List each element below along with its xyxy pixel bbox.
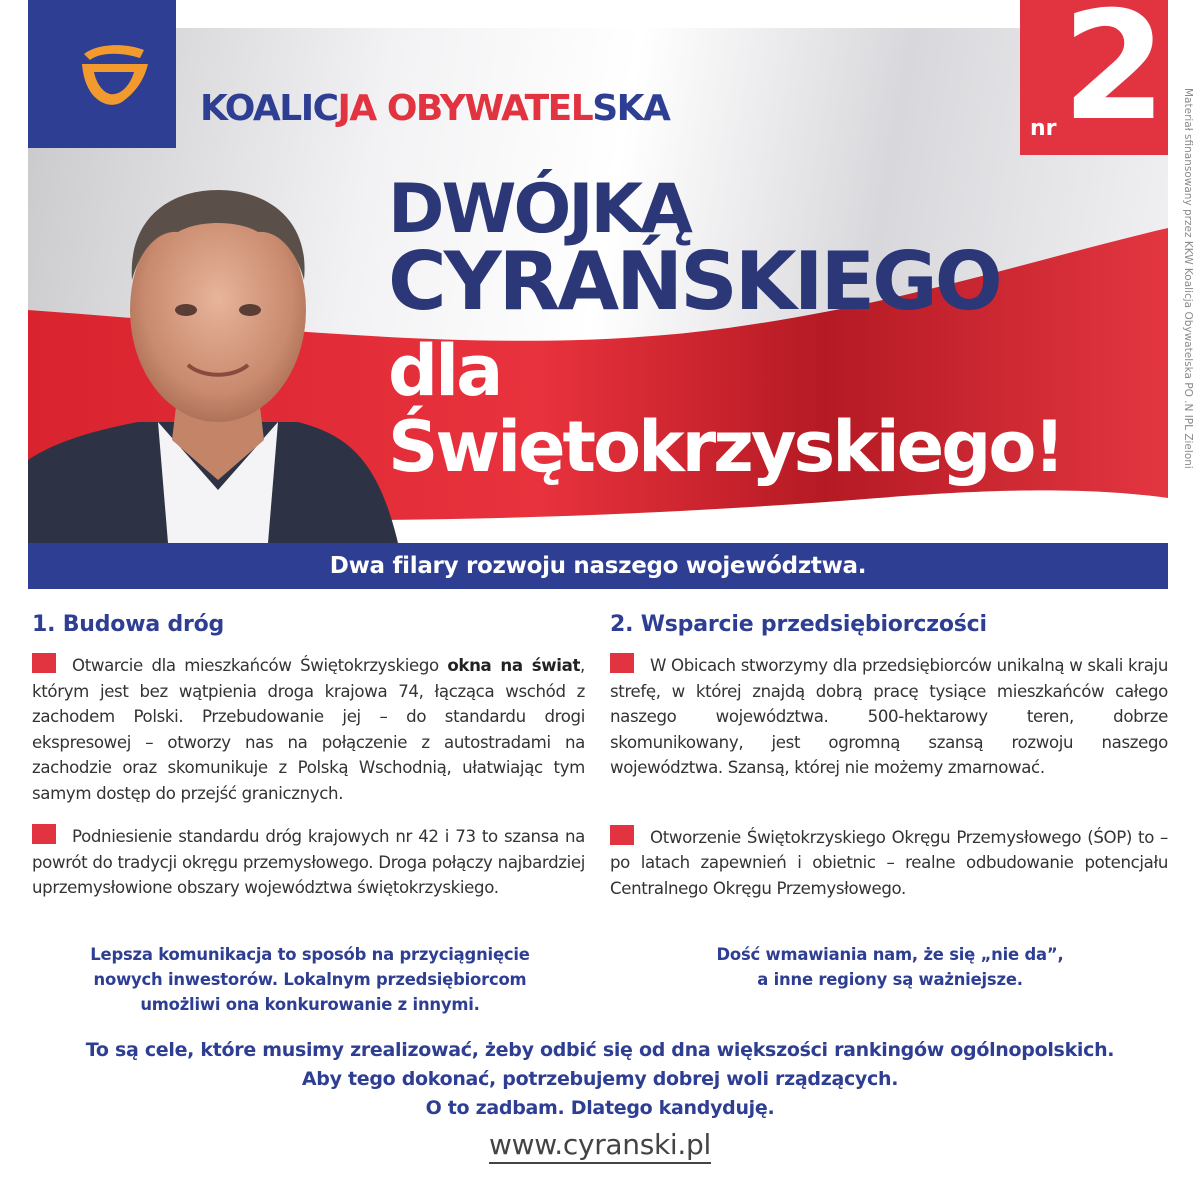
headline: [388, 170, 1063, 488]
closing-line-1: To są cele, które musimy zrealizować, żeby odbić się od dna większości rankingów ogólnopolskich.: [85, 1039, 1115, 1061]
headline-line-2: CYRAŃSKIEGO: [388, 235, 1000, 328]
candidate-portrait: [28, 160, 408, 543]
party-name: KOALICJA OBYWATELSKA: [200, 88, 670, 129]
candidate-photo: [28, 160, 408, 543]
section-title-roads: 1. Budowa dróg: [32, 612, 225, 637]
paragraph-business-1: W Obicach stworzymy dla przedsiębiorców unikalną w skali kraju strefę, w której znajdą dobrą pracę tysiące mieszkańców całego naszego województwa. 500-hektarowy teren, dobrze skomunikowany, jest ogromną szansą rozwoju naszego województwa. Szansą, której nie możemy zmarnować.: [610, 653, 1168, 781]
koalicja-logo-icon: [78, 40, 152, 110]
headline-line-1: DWÓJKĄ: [388, 170, 690, 249]
red-square-bullet: [610, 825, 634, 845]
section-title-business: 2. Wsparcie przedsiębiorczości: [610, 612, 987, 637]
red-square-bullet: [32, 653, 56, 673]
left-column: [32, 612, 585, 901]
website-link-container: [0, 1128, 1200, 1161]
list-number-box: [1020, 0, 1168, 155]
headline-line-4: Świętokrzyskiego!: [388, 406, 1063, 488]
list-number: 2: [1062, 0, 1163, 154]
headline-line-3: dla: [388, 330, 501, 412]
paragraph-roads-1: Otwarcie dla mieszkańców Świętokrzyskiego okna na świat, którym jest bez wątpienia droga krajowa 74, łącząca wschód z zachodem Polski. Przebudowanie jej – do standardu drogi ekspresowej – otworzy nas na połączenie z autostradami na zachodzie oraz skomunikuje z Polską Wschodnią, ułatwiając tym samym dostęp do przejść granicznych.: [32, 653, 585, 806]
paragraph-business-2: Otworzenie Świętokrzyskiego Okręgu Przemysłowego (ŚOP) to – po latach zapewnień i obietnic – realne odbudowanie potencjału Centralnego Okręgu Przemysłowego.: [610, 825, 1168, 902]
list-number-label: nr: [1030, 116, 1057, 141]
closing-line-2: Aby tego dokonać, potrzebujemy dobrej woli rządzących.: [301, 1068, 899, 1090]
right-column: [610, 612, 1168, 901]
financing-note: Materiał sfinansowany przez KKW Koalicja Obywatelska PO .N IPL Zieloni: [1182, 88, 1194, 469]
red-square-bullet: [610, 653, 634, 673]
closing-statement: [20, 1036, 1180, 1123]
quote-roads: Lepsza komunikacja to sposób na przyciągnięcie nowych inwestorów. Lokalnym przedsiębiorcom umożliwi ona konkurowanie z innymi.: [90, 945, 530, 1014]
quote-business: Dość wmawiania nam, że się „nie da”, a inne regiony są ważniejsze.: [716, 945, 1064, 989]
closing-line-3: O to zadbam. Dlatego kandyduję.: [425, 1097, 775, 1119]
party-logo-box: [28, 0, 176, 148]
pillars-banner: Dwa filary rozwoju naszego województwa.: [28, 543, 1168, 589]
website-link[interactable]: www.cyranski.pl: [489, 1128, 711, 1164]
paragraph-roads-2: Podniesienie standardu dróg krajowych nr 42 i 73 to szansa na powrót do tradycji okręgu przemysłowego. Droga połączy najbardziej uprzemysłowione obszary województwa świętokrzyskiego.: [32, 824, 585, 901]
red-square-bullet: [32, 824, 56, 844]
